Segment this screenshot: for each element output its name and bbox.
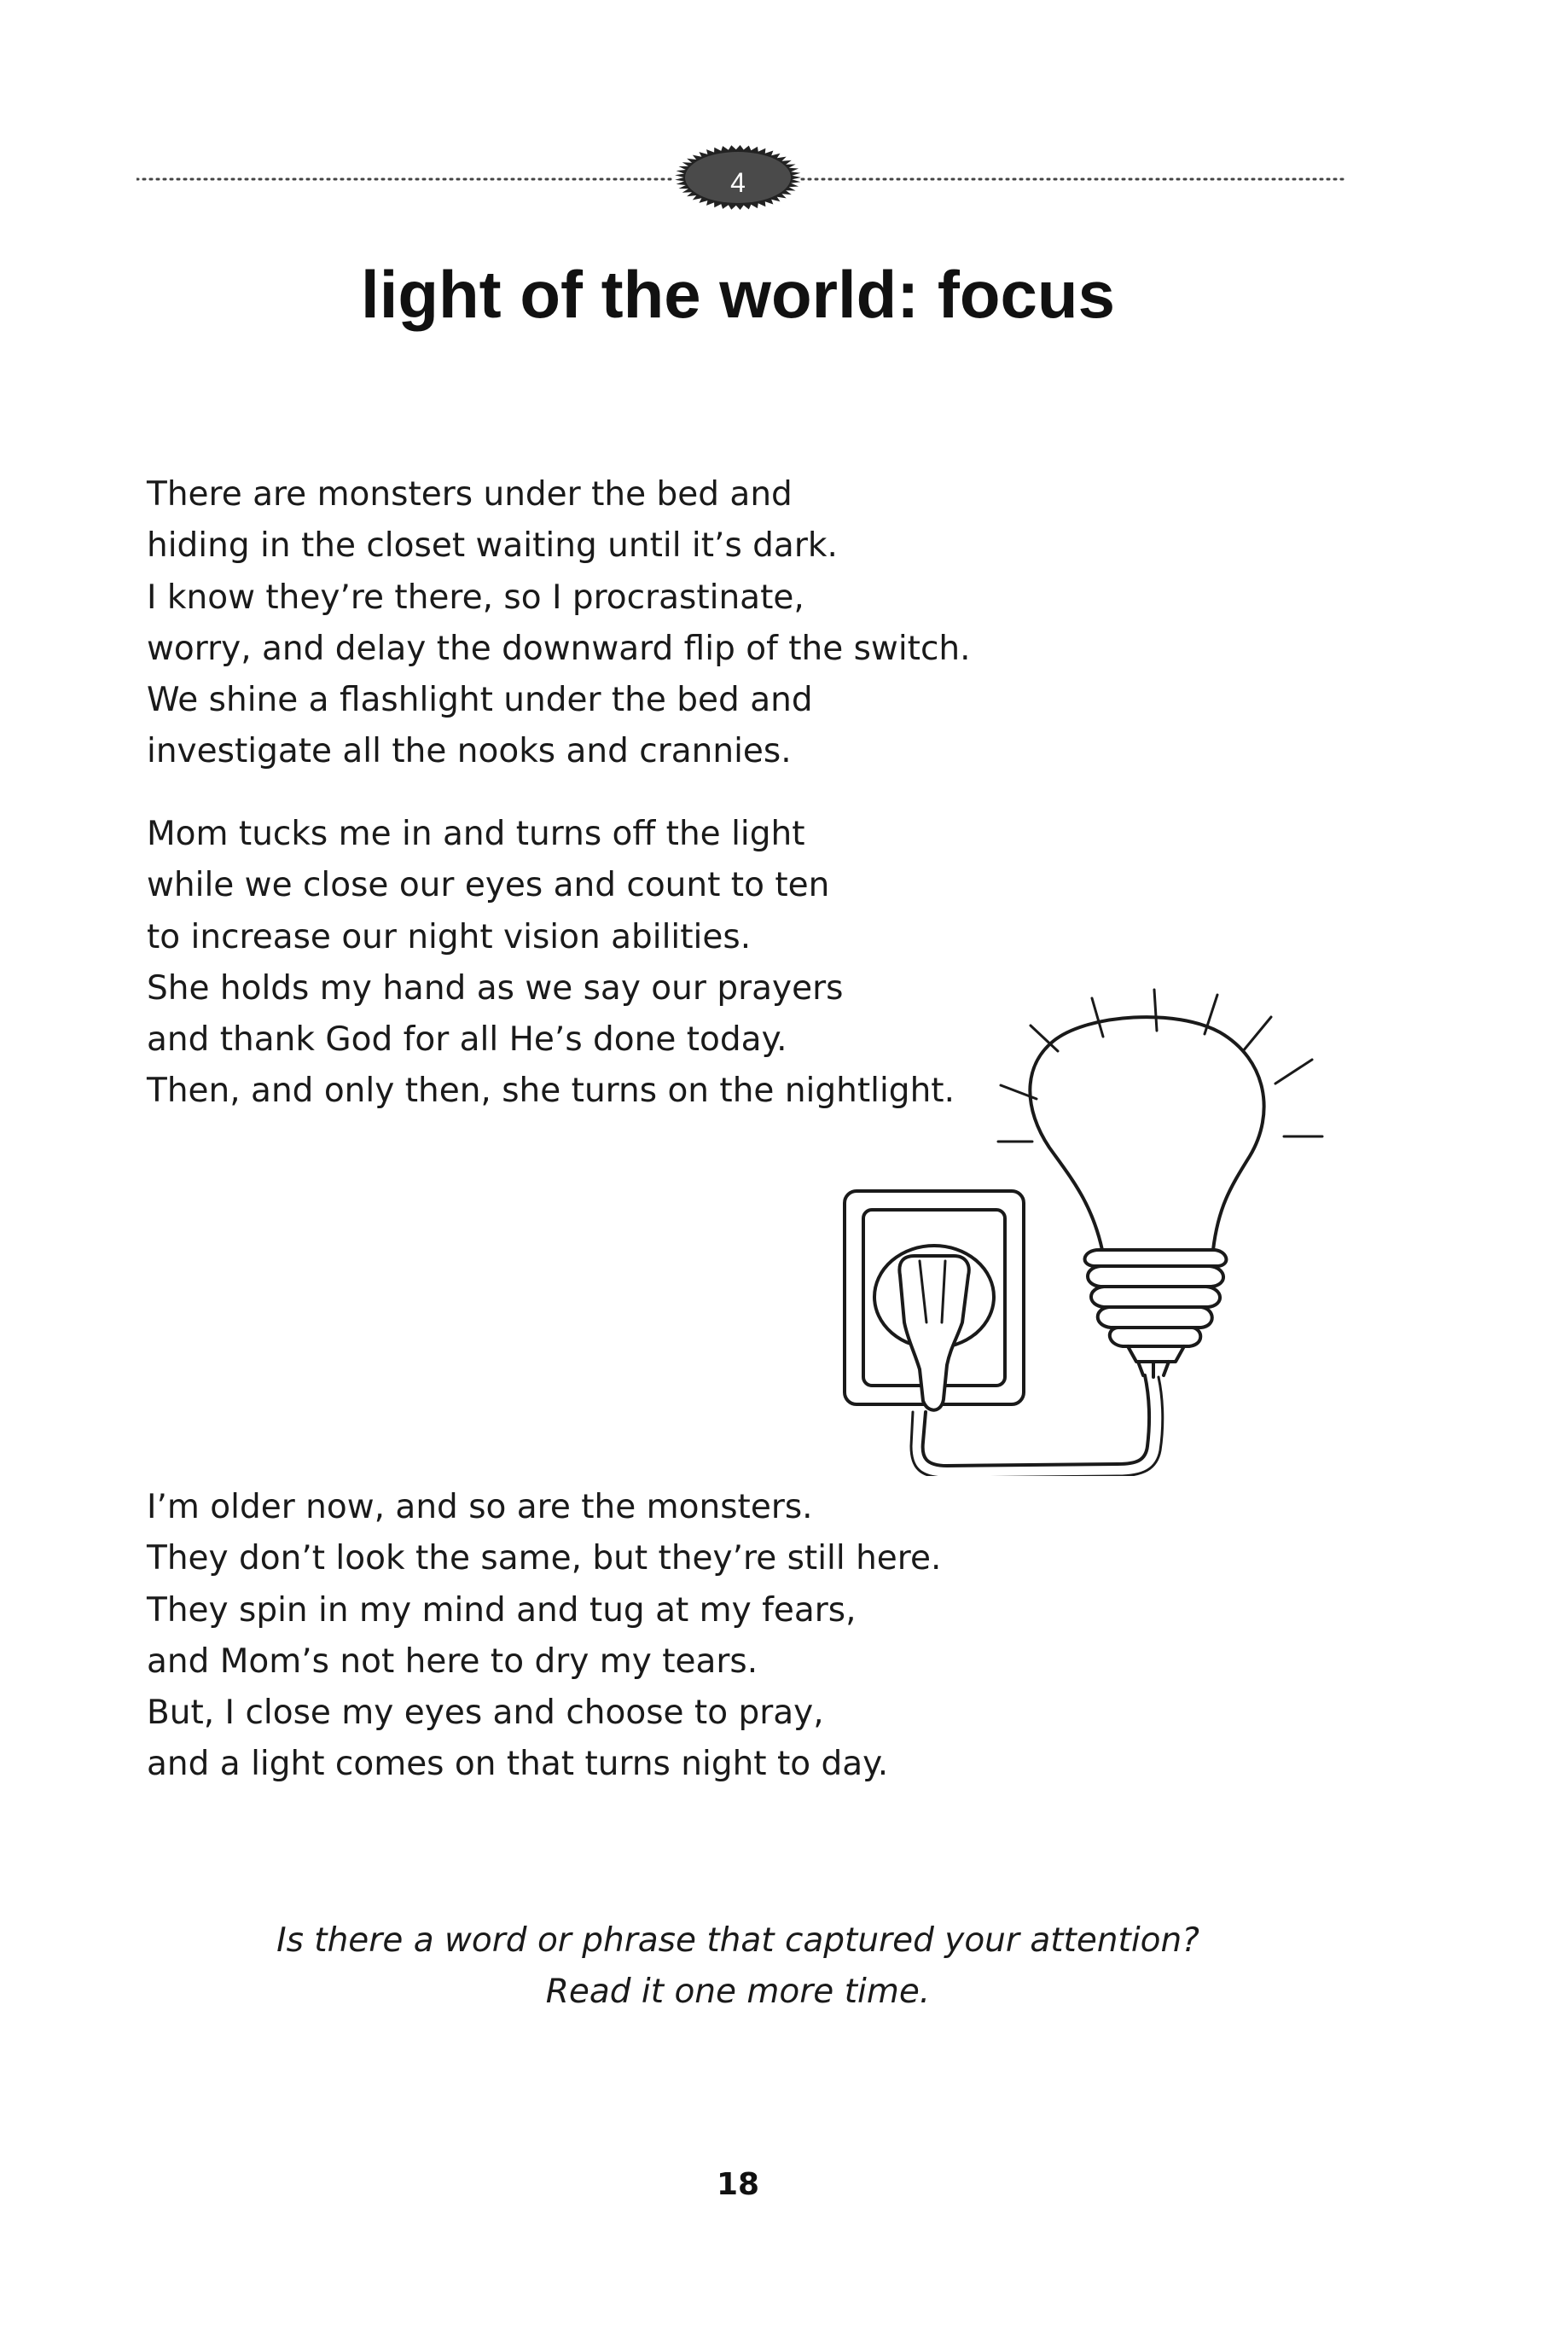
poem-line: We shine a flashlight under the bed and <box>147 681 813 720</box>
poem-line: I’m older now, and so are the monsters. <box>147 1488 813 1526</box>
poem-line: hiding in the closet waiting until it’s dark. <box>147 526 838 566</box>
bulb-glass <box>1030 1017 1263 1250</box>
bulb-base <box>1085 1250 1227 1377</box>
poem-line: investigate all the nooks and crannies. <box>147 732 792 771</box>
cord <box>923 1375 1149 1466</box>
poem-stanza-1 <box>147 469 971 778</box>
poem-line: Mom tucks me in and turns off the light <box>147 815 805 853</box>
chapter-number: 4 <box>730 167 746 198</box>
reflection-instruction: Read it one more time. <box>545 1973 931 2011</box>
poem-line: and Mom’s not here to dry my tears. <box>147 1642 758 1681</box>
poem-stanza-3 <box>147 1482 941 1791</box>
poem-line: I know they’re there, so I procrastinate, <box>147 578 804 617</box>
poem-line: They don’t look the same, but they’re still here. <box>147 1539 942 1578</box>
poem-line: Then, and only then, she turns on the nightlight. <box>147 1072 955 1111</box>
poem-line: She holds my hand as we say our prayers <box>147 968 844 1008</box>
reflection-question: Is there a word or phrase that captured your attention? <box>276 1921 1199 1960</box>
lightbulb-plugged-into-outlet-icon <box>819 921 1331 1476</box>
poem-line: and a light comes on that turns night to day. <box>147 1745 889 1784</box>
poem-line: while we close our eyes and count to ten <box>147 866 830 905</box>
poem-line: and thank God for all He’s done today. <box>147 1020 787 1060</box>
poem-line: to increase our night vision abilities. <box>147 917 752 956</box>
light-rays <box>998 990 1322 1142</box>
page-title: light of the world: focus <box>361 257 1115 332</box>
poem-line: But, I close my eyes and choose to pray, <box>147 1694 824 1733</box>
poem-line: There are monsters under the bed and <box>147 475 793 514</box>
poem-line: worry, and delay the downward flip of the switch. <box>147 629 971 668</box>
page-number: 18 <box>716 2167 760 2202</box>
poem-line: They spin in my mind and tug at my fears, <box>147 1590 857 1630</box>
